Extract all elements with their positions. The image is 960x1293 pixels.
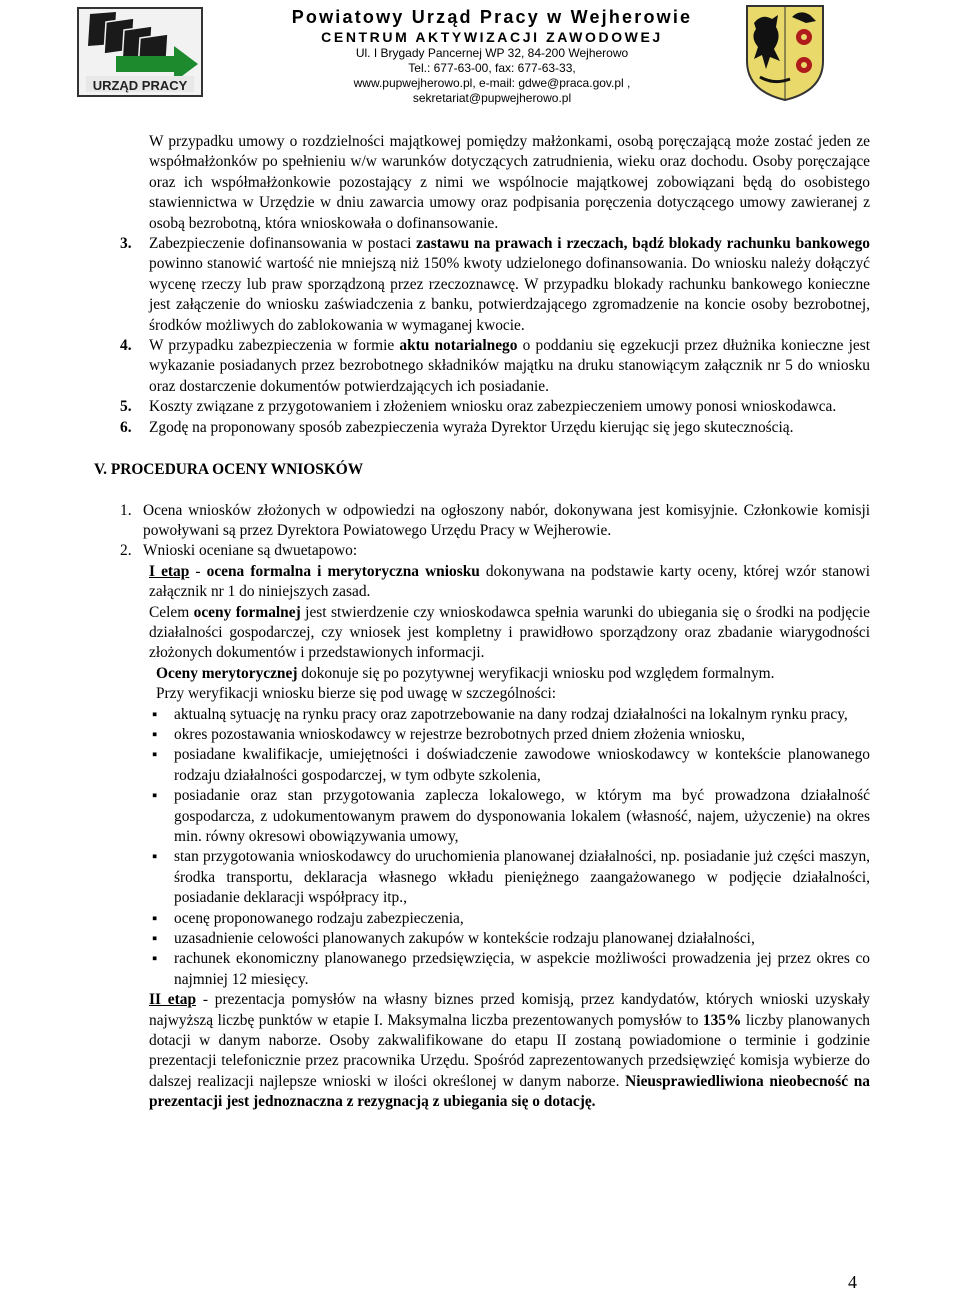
list-item: ▪ posiadanie oraz stan przygotowania zaplecza lokalowego, w którym ma być prowadzona działalność gospodarcza, z udokumentowanym prawem do dysponowania lokalem (własność, najem, użyczenie) na okres min. równy okresowi obowiązywania umowy, [94, 786, 870, 847]
list-item-6 [94, 418, 870, 438]
stage-2-label: II etap [149, 991, 197, 1009]
item-text: Ocena wniosków złożonych w odpowiedzi na ogłoszony nabór, dokonywana jest komisyjnie. Członkowie komisji powoływani są przez Dyrektora Powiatowego Urzędu Pracy w Wejherowie. [143, 501, 870, 539]
item-text: powinno stanowić wartość nie mniejszą niż 150% kwoty udzielonego dofinansowania. Do wniosku należy dołączyć wycenę rzeczy lub praw sporządzoną przez rzeczoznawcę. W przypadku blokady rachunku bankowego konieczne jest załączenie do wniosku zaświadczenia z banku, potwierdzającego zgromadzenie na koncie osoby bezrobotnej, środków możliwych do zablokowania w wymaganej kwocie. [149, 255, 870, 334]
text-bold: oceny formalnej [193, 603, 301, 621]
list-item: ▪ uzasadnienie celowości planowanych zakupów w kontekście rodzaju planowanej działalności, [94, 929, 870, 949]
intro-paragraph: W przypadku umowy o rozdzielności majątkowej pomiędzy małżonkami, osobą poręczającą może zostać jeden ze współmałżonków po spełnieniu w/w warunków dotyczących zatrudnienia, wieku oraz dochodu. Osoby poręczające oraz ich współmałżonkowie pozostający z nimi we wspólnocie majątkowej zobowiązani będą do osobistego stawiennictwa w Urzędzie w dniu zawarcia umowy oraz podpisania poręczenia dotyczącego umowy zawieranej z osobą bezrobotną, która wnioskowała o dofinansowanie. [149, 133, 870, 232]
list-item-5 [94, 397, 870, 417]
item-number: 3. [120, 235, 132, 253]
procedure-item-2 [94, 541, 870, 561]
item-text-bold: zastawu na prawach i rzeczach, bądź blokady rachunku bankowego [416, 235, 870, 253]
logo-text: URZĄD PRACY [92, 78, 188, 93]
merit-review-paragraph [156, 664, 870, 684]
dash: - [189, 562, 207, 580]
formal-review-paragraph [149, 603, 870, 664]
secretariat-email: sekretariat@pupwejherowo.pl [412, 91, 572, 105]
phones: Tel.: 677-63-00, fax: 677-63-33, [408, 61, 576, 75]
item-number: 4. [120, 337, 132, 355]
text: liczby planowanych dotacji w danym naborze. Osoby zakwalifikowane do etapu II zostaną powiadomione o terminie i godzinie prezentacji telefonicznie przez pracownika Urzędu. Spośród zaprezentowanych przedsięwzięć komisja wybierze do dalszej realizacji najlepsze wnioski w ilości określonej w danym naborze. [149, 1011, 870, 1090]
text-bold: 135% [702, 1011, 742, 1029]
stage-1-label: I etap [149, 562, 190, 580]
list-item: ▪ okres pozostawania wnioskodawcy w rejestrze bezrobotnych przed dniem złożenia wniosku, [94, 725, 870, 745]
item-text: o poddaniu się egzekucji przez dłużnika konieczne jest wykazanie posiadanych przez bezrobotnego składników majątku na druku stanowiącym załącznik nr 5 do wniosku oraz dostarczenie dokumentów potwierdzających ich posiadanie. [149, 337, 870, 395]
criteria-list [94, 705, 870, 991]
text: Celem [149, 603, 194, 621]
text: jest stwierdzenie czy wnioskodawca spełnia warunki do ubiegania się o środki na podjęcie działalności gospodarczej, czy wniosek jest kompletny i prawidłowo sporządzony oraz zbadanie wiarygodności złożonych dokumentów i przedstawionych informacji. [149, 603, 870, 662]
text: dokonuje się po pozytywnej weryfikacji wniosku pod względem formalnym. [297, 664, 775, 682]
item-text: Zabezpieczenie dofinansowania w postaci [149, 235, 417, 253]
center-name: CENTRUM AKTYWIZACJI ZAWODOWEJ [321, 29, 663, 45]
web-email: www.pupwejherowo.pl, e-mail: gdwe@praca.gov.pl , [353, 76, 631, 90]
item-number: 6. [120, 418, 132, 436]
page-number: 4 [848, 1272, 857, 1292]
item-text: Koszty związane z przygotowaniem i złożeniem wniosku oraz zabezpieczeniem umowy ponosi wnioskodawca. [149, 398, 837, 416]
letterhead [272, 6, 712, 106]
section-heading: V. PROCEDURA OCENY WNIOSKÓW [94, 461, 364, 479]
stage-2-paragraph [149, 990, 870, 1112]
procedure-item-1 [94, 501, 870, 542]
document-body [94, 132, 870, 1113]
stage-1-text: dokonywana na podstawie karty oceny, której wzór stanowi załącznik nr 1 do niniejszych zasad. [149, 562, 870, 601]
list-item: ▪ aktualną sytuację na rynku pracy oraz zapotrzebowanie na dany rodzaj działalności na lokalnym rynku pracy, [94, 705, 870, 725]
list-item: ▪ rachunek ekonomiczny planowanego przedsięwzięcia, w aspekcie możliwości prowadzenia jej przez okres co najmniej 12 miesięcy. [94, 949, 870, 990]
office-name: Powiatowy Urząd Pracy w Wejherowie [291, 7, 693, 27]
item-number: 2. [120, 542, 132, 560]
coat-of-arms-icon [744, 3, 826, 103]
item-number: 5. [120, 398, 132, 416]
item-text: W przypadku zabezpieczenia w formie [149, 337, 400, 355]
item-text: Zgodę na proponowany sposób zabezpieczenia wyraża Dyrektor Urzędu kierując się jego skutecznością. [149, 418, 794, 436]
urzad-pracy-logo [76, 6, 204, 98]
list-item: ▪ stan przygotowania wnioskodawcy do uruchomienia planowanej działalności, np. posiadanie już części maszyn, środka transportu, deklaracja własnego wkładu pieniężnego zaangażowanego w podjęcie działalności, posiadanie deklaracji współpracy itp., [94, 847, 870, 908]
list-item: ▪ posiadane kwalifikacje, umiejętności i doświadczenie zawodowe wnioskodawcy w kontekście planowanego rodzaju działalności gospodarczej, w tym odbyte szkolenia, [94, 745, 870, 786]
text-bold: Oceny merytorycznej [156, 664, 298, 682]
text-bold: Nieusprawiedliwiona nieobecność na prezentacji jest jednoznaczna z rezygnacją z ubiegania się o dotację. [149, 1072, 871, 1111]
address: Ul. I Brygady Pancernej WP 32, 84-200 Wejherowo [355, 46, 629, 60]
stage-1-bold: ocena formalna i merytoryczna wniosku [206, 562, 480, 580]
list-item-3 [94, 234, 870, 336]
list-item-4 [94, 336, 870, 397]
criteria-intro: Przy weryfikacji wniosku bierze się pod uwagę w szczególności: [156, 685, 557, 703]
text: - prezentacja pomysłów na własny biznes przed komisją, przez kandydatów, których wnioski uzyskały najwyższą liczbę punktów w etapie I. Maksymalna liczba prezentowanych pomysłów to [149, 991, 870, 1029]
item-text: Wnioski oceniane są dwuetapowo: [143, 542, 358, 560]
list-item: ▪ ocenę proponowanego rodzaju zabezpieczenia, [94, 909, 870, 929]
stage-1-paragraph [149, 562, 870, 603]
item-number: 1. [120, 501, 132, 519]
item-text-bold: aktu notarialnego [399, 337, 518, 355]
